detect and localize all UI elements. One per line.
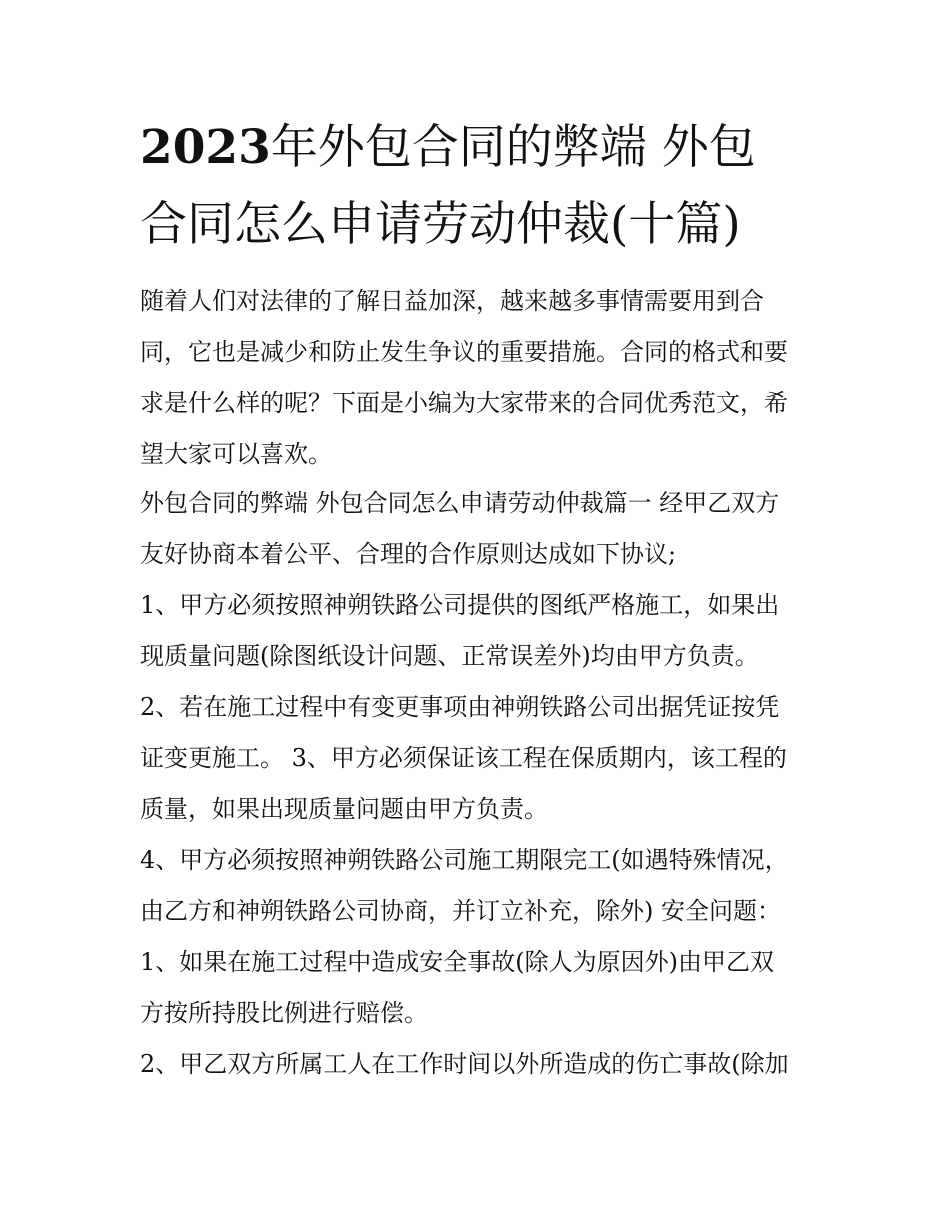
body-line: 2、若在施工过程中有变更事项由神朔铁路公司出据凭证按凭 xyxy=(140,693,780,721)
body-line: 1、甲方必须按照神朔铁路公司提供的图纸严格施工，如果出 xyxy=(140,591,780,619)
document-title-line-2: 合同怎么申请劳动仲裁(十篇) xyxy=(140,197,741,252)
body-line: 1、如果在施工过程中造成安全事故(除人为原因外)由甲乙双 xyxy=(140,948,774,976)
body-line: 证变更施工。 3、甲方必须保证该工程在保质期内，该工程的 xyxy=(140,744,787,772)
body-line: 现质量问题(除图纸设计问题、正常误差外)均由甲方负责。 xyxy=(140,642,759,670)
body-line: 质量，如果出现质量问题由甲方负责。 xyxy=(140,795,548,823)
body-line: 随着人们对法律的了解日益加深，越来越多事情需要用到合 xyxy=(140,287,764,315)
body-line: 由乙方和神朔铁路公司协商，并订立补充，除外) 安全问题： xyxy=(140,897,781,925)
body-line: 求是什么样的呢？下面是小编为大家带来的合同优秀范文，希 xyxy=(140,389,788,417)
document-title-line-1 xyxy=(140,118,756,178)
body-line: 同，它也是减少和防止发生争议的重要措施。合同的格式和要 xyxy=(140,338,788,366)
body-line: 方按所持股比例进行赔偿。 xyxy=(140,999,428,1027)
body-line: 望大家可以喜欢。 xyxy=(140,440,332,468)
title-year: 2023 xyxy=(140,120,271,175)
title-line-1-text: 年外包合同的弊端 外包 xyxy=(270,120,756,175)
body-line: 友好协商本着公平、合理的合作原则达成如下协议; xyxy=(140,540,677,568)
body-line: 4、甲方必须按照神朔铁路公司施工期限完工(如遇特殊情况， xyxy=(140,846,789,874)
body-line: 2、甲乙双方所属工人在工作时间以外所造成的伤亡事故(除加 xyxy=(140,1050,789,1078)
body-line: 外包合同的弊端 外包合同怎么申请劳动仲裁篇一 经甲乙双方 xyxy=(140,489,780,517)
